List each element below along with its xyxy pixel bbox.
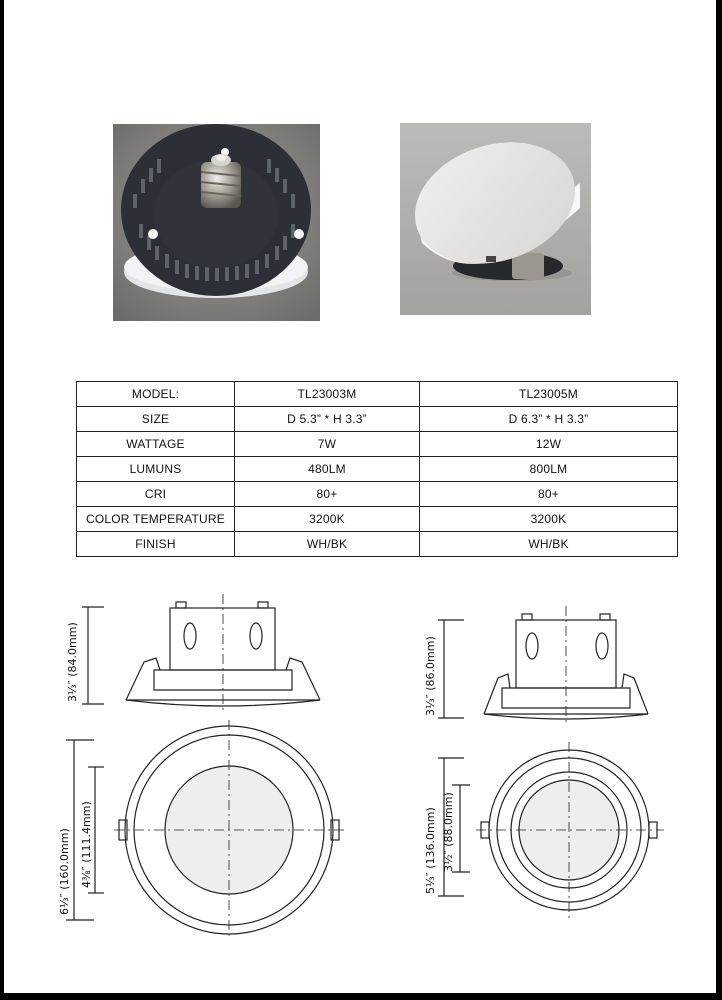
left-height-dimension: 3⅓″ (84.0mm) (66, 622, 79, 702)
size-b-value: D 6.3” * H 3.3” (420, 407, 678, 432)
table-row (77, 432, 678, 457)
wattage-b-value: 12W (420, 432, 678, 457)
right-inner-diameter-dimension: 3½″ (88.0mm) (442, 792, 455, 872)
size-label: SIZE (77, 407, 235, 432)
model-label: MODEL: (77, 382, 235, 407)
side-view-photo (400, 123, 591, 315)
table-row (77, 532, 678, 557)
cri-b-value: 80+ (420, 482, 678, 507)
table-row (77, 507, 678, 532)
color-temp-a-value: 3200K (235, 507, 420, 532)
spec-table (76, 381, 678, 557)
finish-label: FINISH (77, 532, 235, 557)
table-row (77, 382, 678, 407)
finish-a-value: WH/BK (235, 532, 420, 557)
size-a-value: D 5.3” * H 3.3” (235, 407, 420, 432)
lumens-b-value: 800LM (420, 457, 678, 482)
right-plan-view (438, 742, 664, 920)
left-side-elevation (82, 594, 320, 712)
color-temp-b-value: 3200K (420, 507, 678, 532)
finish-b-value: WH/BK (420, 532, 678, 557)
cri-label: CRI (77, 482, 235, 507)
left-plan-view (66, 720, 344, 940)
wattage-a-value: 7W (235, 432, 420, 457)
cri-a-value: 80+ (235, 482, 420, 507)
lumens-label: LUMUNS (77, 457, 235, 482)
table-row (77, 457, 678, 482)
left-inner-diameter-dimension: 4⅜″ (111.4mm) (80, 801, 93, 888)
lumens-a-value: 480LM (235, 457, 420, 482)
table-row (77, 482, 678, 507)
right-height-dimension: 3⅓″ (86.0mm) (424, 636, 437, 716)
model-b-value: TL23005M (420, 382, 678, 407)
color-temp-label: COLOR TEMPERATURE (77, 507, 235, 532)
left-outer-diameter-dimension: 6⅓″ (160.0mm) (58, 828, 71, 915)
model-a-value: TL23003M (235, 382, 420, 407)
bottom-view-photo (113, 124, 320, 321)
right-side-elevation (438, 606, 648, 724)
right-outer-diameter-dimension: 5⅓″ (136.0mm) (424, 807, 437, 894)
spec-sheet (4, 0, 716, 993)
wattage-label: WATTAGE (77, 432, 235, 457)
table-row (77, 407, 678, 432)
technical-drawings (4, 590, 716, 990)
